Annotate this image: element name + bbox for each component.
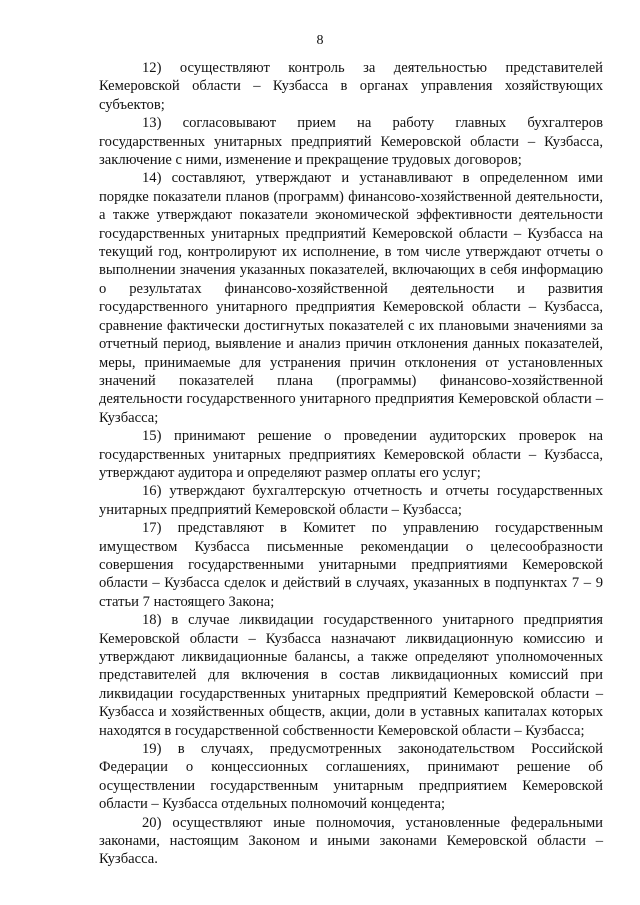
list-item-18: 18) в случае ликвидации государственного унитарного предприятия Кемеровской области – Кузбасса назначают ликвидационную комиссию и утверждают ликвидационные балансы, а также определяют уполномоченных представителей для включения в состав ликвидационных комиссий при ликвидации государственных унитарных предприятий Кемеровской области – Кузбасса и хозяйственных обществ, акции, доли в уставных капиталах которых находятся в государственной собственности Кемеровской области – Кузбасса; bbox=[99, 612, 603, 739]
page-number: 8 bbox=[316, 33, 324, 48]
list-item-13: 13) согласовывают прием на работу главных бухгалтеров государственных унитарных предприятий Кемеровской области – Кузбасса, заключение с ними, изменение и прекращение трудовых договоров; bbox=[99, 115, 603, 169]
list-item-12: 12) осуществляют контроль за деятельностью представителей Кемеровской области – Кузбасса в органах управления хозяйствующих субъектов; bbox=[99, 60, 603, 113]
list-item-17: 17) представляют в Комитет по управлению государственным имуществом Кузбасса письменные рекомендации о целесообразности совершения государственными унитарными предприятиями Кемеровской области – Кузбасса сделок и действий в случаях, указанных в подпунктах 7 – 9 статьи 7 настоящего Закона; bbox=[99, 520, 603, 610]
list-item-19: 19) в случаях, предусмотренных законодательством Российской Федерации о концессионных соглашениях, принимают решение об осуществлении государственным унитарным предприятием Кемеровской области – Кузбасса отдельных полномочий концедента; bbox=[99, 741, 603, 813]
list-item-14: 14) составляют, утверждают и устанавливают в определенном ими порядке показатели планов (программ) финансово-хозяйственной деятельности, а также утверждают показатели экономической эффективности деятельности государственных унитарных предприятий Кемеровской области – Кузбасса на текущий год, контролируют их исполнение, в том числе утверждают отчеты о выполнении значения указанных показателей, включающих в себя информацию о результатах финансово-хозяйственной деятельности и развития государственного унитарного предприятия Кемеровской области – Кузбасса, сравнение фактически достигнутых показателей с их плановыми значениями за отчетный период, выявление и анализ причин отклонения данных показателей, меры, принимаемые для устранения причин отклонения от установленных значений показателей плана (программы) финансово-хозяйственной деятельности государственного унитарного предприятия Кемеровской области – Кузбасса; bbox=[99, 170, 603, 426]
list-item-15: 15) принимают решение о проведении аудиторских проверок на государственных унитарных предприятиях Кемеровской области – Кузбасса, утверждают аудитора и определяют размер оплаты его услуг; bbox=[99, 428, 603, 481]
document-body bbox=[99, 59, 603, 869]
list-item-20: 20) осуществляют иные полномочия, установленные федеральными законами, настоящим Законом и иными законами Кемеровской области – Кузбасса. bbox=[99, 814, 603, 868]
list-item-16: 16) утверждают бухгалтерскую отчетность и отчеты государственных унитарных предприятий Кемеровской области – Кузбасса; bbox=[99, 483, 603, 518]
